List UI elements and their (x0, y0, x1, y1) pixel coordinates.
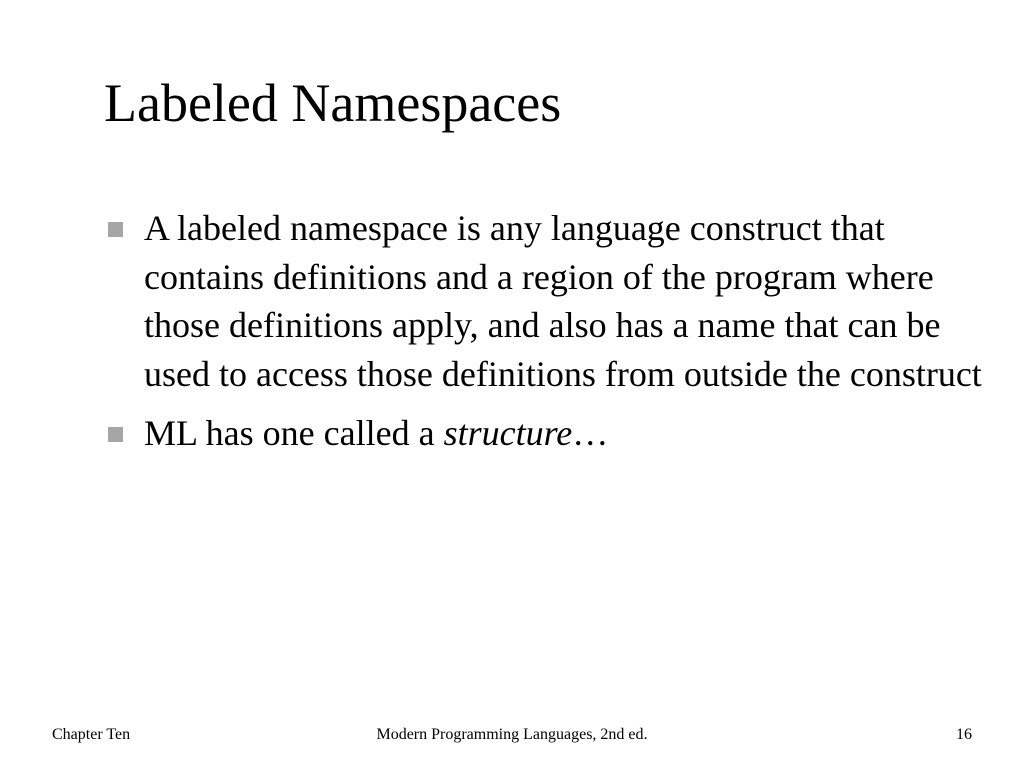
bullet-text: A labeled namespace is any language construct that contains definitions and a region of the program where those definitions apply, and also has a name that can be used to access those definitions from outside the construct (144, 208, 982, 394)
slide-title: Labeled Namespaces (104, 73, 562, 133)
bullet-item-ml-structure (104, 409, 984, 458)
square-bullet-icon (108, 427, 123, 442)
bullet-text-after: … (572, 413, 609, 453)
footer-chapter: Chapter Ten (52, 726, 131, 743)
bullet-item-labeled-namespace (104, 204, 984, 398)
bullet-text-before: ML has one called a (144, 413, 444, 453)
bullet-list (104, 204, 984, 469)
square-bullet-icon (108, 222, 123, 237)
bullet-text (144, 409, 984, 458)
footer-page-number: 16 (956, 726, 972, 743)
footer-book-title: Modern Programming Languages, 2nd ed. (376, 726, 648, 743)
bullet-text-italic: structure (443, 413, 573, 453)
